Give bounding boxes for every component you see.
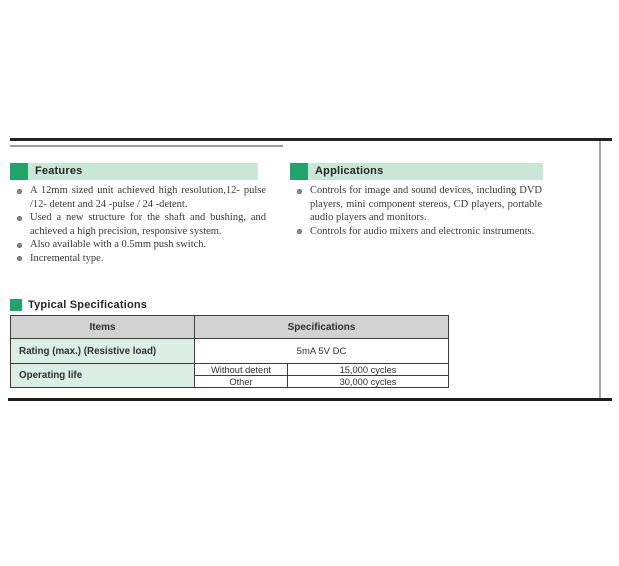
top-border-line: [10, 138, 612, 141]
application-text: Controls for image and sound devices, including DVD players, mini component stereos, CD players, portable audio players and monitors.: [310, 185, 542, 224]
condition-cell: Without detent: [195, 364, 288, 376]
features-list: [10, 184, 266, 266]
green-square-icon: [10, 299, 22, 311]
bullet-icon: [297, 229, 302, 234]
rating-value-cell: 5mA 5V DC: [195, 339, 449, 364]
list-item: [10, 238, 266, 252]
operating-life-item-cell: Operating life: [11, 364, 195, 388]
application-text: Controls for audio mixers and electronic instruments.: [310, 225, 535, 237]
specs-title: Typical Specifications: [28, 299, 148, 311]
bottom-border-line: [8, 398, 612, 401]
bullet-icon: [17, 189, 22, 194]
list-item: [10, 184, 266, 211]
applications-title: Applications: [315, 165, 384, 177]
value-cell: 15,000 cycles: [288, 364, 449, 376]
table-header-row: [11, 316, 449, 339]
bullet-icon: [17, 243, 22, 248]
feature-text: Used a new structure for the shaft and bushing, and achieved a high precision, responsive system.: [30, 212, 266, 237]
table-row: [11, 339, 449, 364]
list-item: [10, 252, 266, 266]
specs-title-row: [10, 299, 147, 311]
bullet-icon: [17, 216, 22, 221]
feature-text: Incremental type.: [30, 252, 104, 264]
rating-item-cell: Rating (max.) (Resistive load): [11, 339, 195, 364]
features-title: Features: [35, 165, 83, 177]
list-item: [290, 225, 542, 239]
condition-cell: Other: [195, 376, 288, 388]
applications-list: [290, 184, 542, 238]
list-item: [10, 211, 266, 238]
top-border-subline: [10, 145, 283, 147]
table-row: [11, 364, 449, 376]
specifications-column-header: Specifications: [195, 316, 449, 339]
items-column-header: Items: [11, 316, 195, 339]
list-item: [290, 184, 542, 225]
bullet-icon: [297, 189, 302, 194]
bullet-icon: [17, 256, 22, 261]
applications-header: [290, 163, 543, 180]
features-header: [10, 163, 258, 180]
green-square-icon: [10, 163, 28, 180]
right-border-line: [599, 141, 601, 399]
value-cell: 30,000 cycles: [288, 376, 449, 388]
specifications-table: [10, 315, 449, 388]
feature-text: Also available with a 0.5mm push switch.: [30, 239, 207, 251]
feature-text: A 12mm sized unit achieved high resolution,12- pulse /12- detent and 24 -pulse / 24 -detent.: [30, 185, 266, 210]
green-square-icon: [290, 163, 308, 180]
